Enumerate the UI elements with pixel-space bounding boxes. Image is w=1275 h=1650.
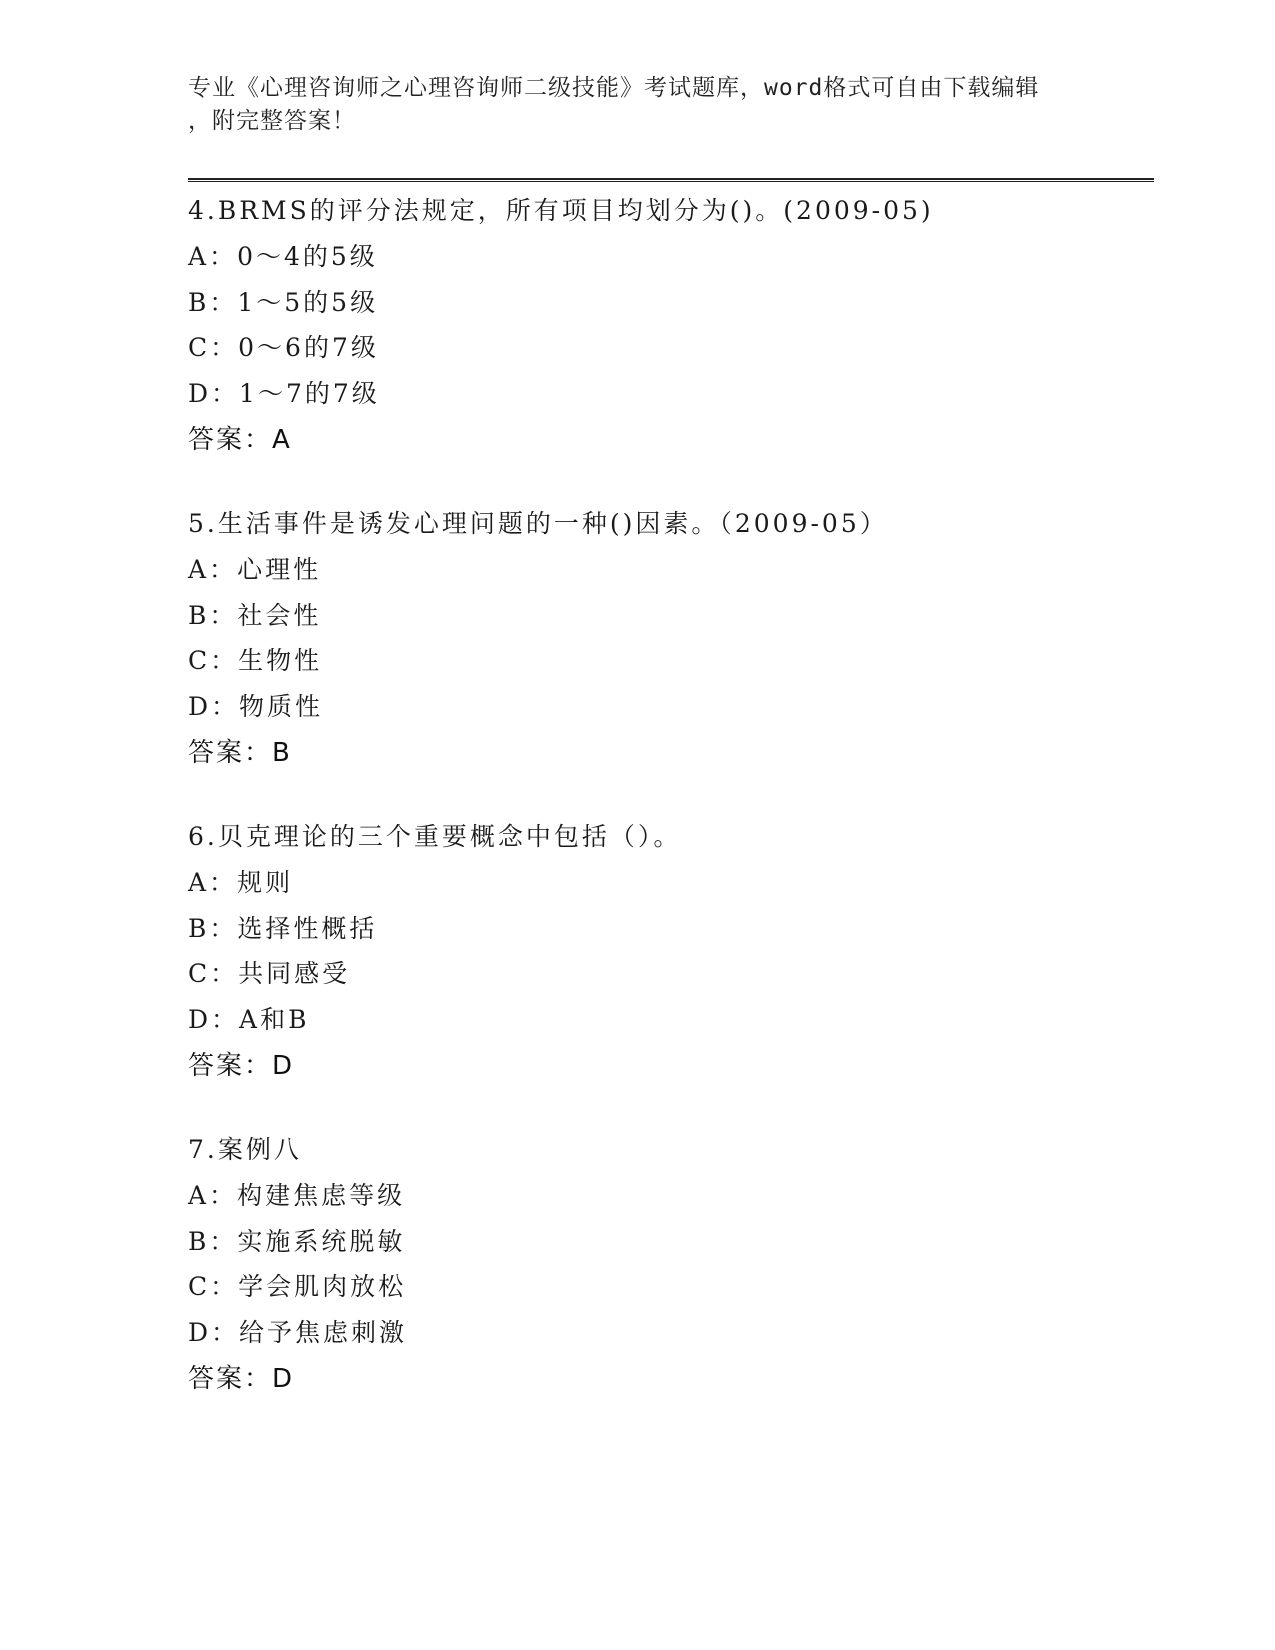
option-d bbox=[188, 684, 1154, 730]
option-a bbox=[188, 1173, 1154, 1219]
question-stem: 6.贝克理论的三个重要概念中包括（）。 bbox=[188, 821, 682, 851]
answer-line: 答案：D bbox=[188, 1050, 295, 1081]
option-text: 1～5的5级 bbox=[237, 287, 379, 317]
option-c bbox=[188, 638, 1154, 684]
option-c bbox=[188, 325, 1154, 371]
option-a bbox=[188, 547, 1154, 593]
option-key: B： bbox=[188, 1226, 238, 1256]
option-b bbox=[188, 593, 1154, 639]
option-key: D： bbox=[188, 1005, 240, 1035]
option-text: 0～6的7级 bbox=[238, 333, 379, 363]
option-key: C： bbox=[188, 1272, 239, 1302]
question-stem: 5.生活事件是诱发心理问题的一种()因素。（2009-05） bbox=[188, 508, 888, 538]
question-list bbox=[188, 188, 1154, 1440]
option-key: C： bbox=[188, 959, 239, 989]
option-text: 规则 bbox=[237, 867, 294, 897]
answer-line: 答案：A bbox=[188, 424, 292, 455]
question-7 bbox=[188, 1127, 1154, 1402]
answer-line: 答案：D bbox=[188, 1363, 295, 1394]
option-a bbox=[188, 860, 1154, 906]
header-line-2: ，附完整答案！ bbox=[188, 108, 356, 134]
option-a bbox=[188, 234, 1154, 280]
option-d bbox=[188, 1310, 1154, 1356]
option-d bbox=[188, 371, 1154, 417]
option-d bbox=[188, 997, 1154, 1043]
header-divider bbox=[188, 178, 1154, 182]
option-c bbox=[188, 951, 1154, 997]
option-key: B： bbox=[188, 600, 238, 630]
answer-line: 答案：B bbox=[188, 737, 292, 768]
page-header bbox=[188, 72, 1088, 138]
option-c bbox=[188, 1264, 1154, 1310]
question-stem: 4.BRMS的评分法规定，所有项目均划分为()。(2009-05) bbox=[188, 196, 934, 225]
option-key: C： bbox=[188, 333, 239, 363]
question-5 bbox=[188, 501, 1154, 776]
option-text: A和B bbox=[239, 1005, 310, 1035]
option-text: 物质性 bbox=[239, 692, 324, 722]
option-text: 社会性 bbox=[237, 600, 322, 630]
option-text: 选择性概括 bbox=[237, 913, 378, 943]
option-text: 给予焦虑刺激 bbox=[239, 1318, 408, 1348]
option-key: A： bbox=[188, 867, 238, 897]
header-line-1: 专业《心理咨询师之心理咨询师二级技能》考试题库，word格式可自由下载编辑 bbox=[188, 75, 1040, 101]
option-text: 0～4的5级 bbox=[237, 241, 378, 271]
question-4 bbox=[188, 188, 1154, 463]
option-text: 心理性 bbox=[237, 554, 322, 584]
option-key: A： bbox=[188, 554, 238, 584]
option-key: D： bbox=[188, 692, 240, 722]
option-text: 共同感受 bbox=[238, 959, 351, 989]
option-text: 实施系统脱敏 bbox=[237, 1226, 406, 1256]
option-key: A： bbox=[188, 1180, 238, 1210]
option-key: A： bbox=[188, 241, 238, 271]
option-key: B： bbox=[188, 913, 238, 943]
option-b bbox=[188, 280, 1154, 326]
option-text: 学会肌肉放松 bbox=[238, 1272, 407, 1302]
question-stem: 7.案例八 bbox=[188, 1134, 302, 1164]
option-key: D： bbox=[188, 379, 240, 409]
option-key: C： bbox=[188, 646, 239, 676]
option-text: 生物性 bbox=[238, 646, 323, 676]
question-6 bbox=[188, 814, 1154, 1089]
option-key: D： bbox=[188, 1318, 240, 1348]
option-b bbox=[188, 906, 1154, 952]
option-text: 1～7的7级 bbox=[239, 379, 380, 409]
option-text: 构建焦虑等级 bbox=[237, 1180, 406, 1210]
option-key: B： bbox=[188, 287, 238, 317]
option-b bbox=[188, 1219, 1154, 1265]
